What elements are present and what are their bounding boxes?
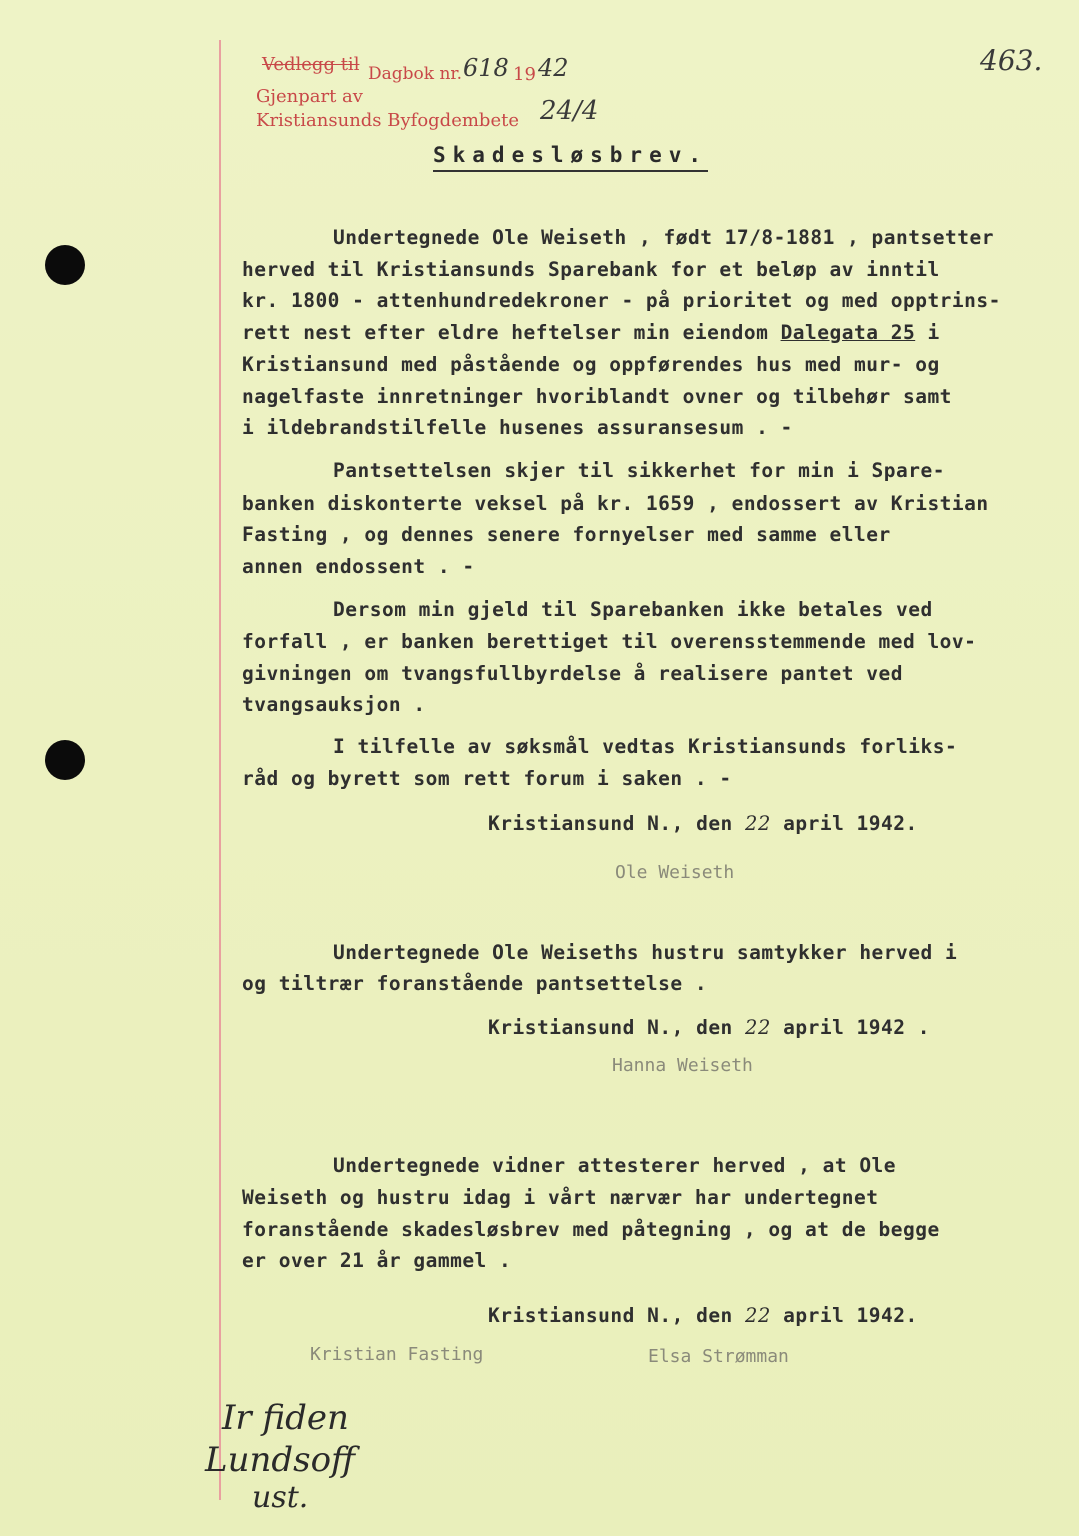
- signature-hanna-weiseth: Hanna Weiseth: [612, 1055, 753, 1076]
- text-line: Pantsettelsen skjer til sikkerhet for min i Spare-: [333, 459, 945, 482]
- text-line: Undertegnede vidner attesterer herved , at Ole: [333, 1154, 897, 1177]
- text-line: annen endossent . -: [242, 555, 475, 578]
- page-number: 463.: [980, 44, 1043, 77]
- text-line: herved til Kristiansunds Sparebank for et beløp av inntil: [242, 258, 940, 281]
- stamp-line-1: Vedlegg til: [262, 54, 360, 75]
- text-line: råd og byrett som rett forum i saken . -: [242, 767, 732, 790]
- stamp-year-printed: 19: [513, 64, 536, 85]
- stamp-line-2: Gjenpart av: [256, 86, 363, 107]
- handwritten-day: 22: [745, 1016, 771, 1039]
- signature-ole-weiseth: Ole Weiseth: [615, 862, 735, 883]
- document-title: Skadesløsbrev.: [433, 143, 708, 172]
- text-line: [242, 321, 940, 344]
- handwritten-note-line-2: Lundsoff: [205, 1440, 356, 1480]
- text-line: kr. 1800 - attenhundredekroner - på prioritet og med opptrins-: [242, 289, 1001, 312]
- stamp-line-3: Kristiansunds Byfogdembete: [256, 110, 519, 131]
- stamp-year-hand: 42: [538, 54, 569, 82]
- text-line: og tiltrær foranstående pantsettelse .: [242, 972, 708, 995]
- handwritten-day: 22: [745, 1304, 771, 1327]
- text-line: i ildebrandstilfelle husenes assuransesum . -: [242, 416, 793, 439]
- text-span: i: [915, 321, 940, 344]
- text-line: Dersom min gjeld til Sparebanken ikke betales ved: [333, 598, 933, 621]
- text-span: rett nest efter eldre heftelser min eiendom: [242, 321, 781, 344]
- stamp-date-hand: 24/4: [540, 96, 599, 126]
- text-line: Undertegnede Ole Weiseth , født 17/8-1881 , pantsetter: [333, 226, 994, 249]
- punch-hole: [45, 740, 85, 780]
- punch-hole: [45, 245, 85, 285]
- text-span: april 1942 .: [770, 1016, 930, 1039]
- text-line: foranstående skadesløsbrev med påtegning , og at de begge: [242, 1218, 940, 1241]
- text-span: Kristiansund N., den: [488, 812, 746, 835]
- place-date: [488, 812, 918, 835]
- text-span: Kristiansund N., den: [488, 1304, 746, 1327]
- text-span: april 1942.: [770, 812, 918, 835]
- text-line: forfall , er banken berettiget til overensstemmende med lov-: [242, 630, 977, 653]
- text-line: givningen om tvangsfullbyrdelse å realisere pantet ved: [242, 662, 903, 685]
- handwritten-note-line-1: Ir fiden: [222, 1398, 349, 1438]
- place-date: [488, 1016, 930, 1039]
- signature-kristian-fasting: Kristian Fasting: [310, 1344, 484, 1365]
- handwritten-day: 22: [745, 812, 771, 835]
- property-address: Dalegata 25: [780, 321, 916, 344]
- handwritten-note-line-3: ust.: [252, 1480, 309, 1515]
- signature-elsa-stromman: Elsa Strømman: [648, 1346, 789, 1367]
- text-line: nagelfaste innretninger hvoriblandt ovner og tilbehør samt: [242, 385, 952, 408]
- text-line: Weiseth og hustru idag i vårt nærvær har undertegnet: [242, 1186, 879, 1209]
- text-span: Kristiansund N., den: [488, 1016, 746, 1039]
- text-span: april 1942.: [770, 1304, 918, 1327]
- text-line: er over 21 år gammel .: [242, 1249, 512, 1272]
- text-line: I tilfelle av søksmål vedtas Kristiansunds forliks-: [333, 735, 958, 758]
- text-line: Kristiansund med påstående og oppførendes hus med mur- og: [242, 353, 940, 376]
- text-line: Undertegnede Ole Weiseths hustru samtykker herved i: [333, 941, 958, 964]
- stamp-dagbok-label: Dagbok nr.: [368, 64, 463, 84]
- stamp-dagbok-number: 618: [463, 54, 509, 82]
- text-line: Fasting , og dennes senere fornyelser med samme eller: [242, 523, 891, 546]
- place-date: [488, 1304, 918, 1327]
- text-line: banken diskonterte veksel på kr. 1659 , endossert av Kristian: [242, 492, 989, 515]
- margin-rule: [219, 40, 221, 1500]
- text-line: tvangsauksjon .: [242, 693, 426, 716]
